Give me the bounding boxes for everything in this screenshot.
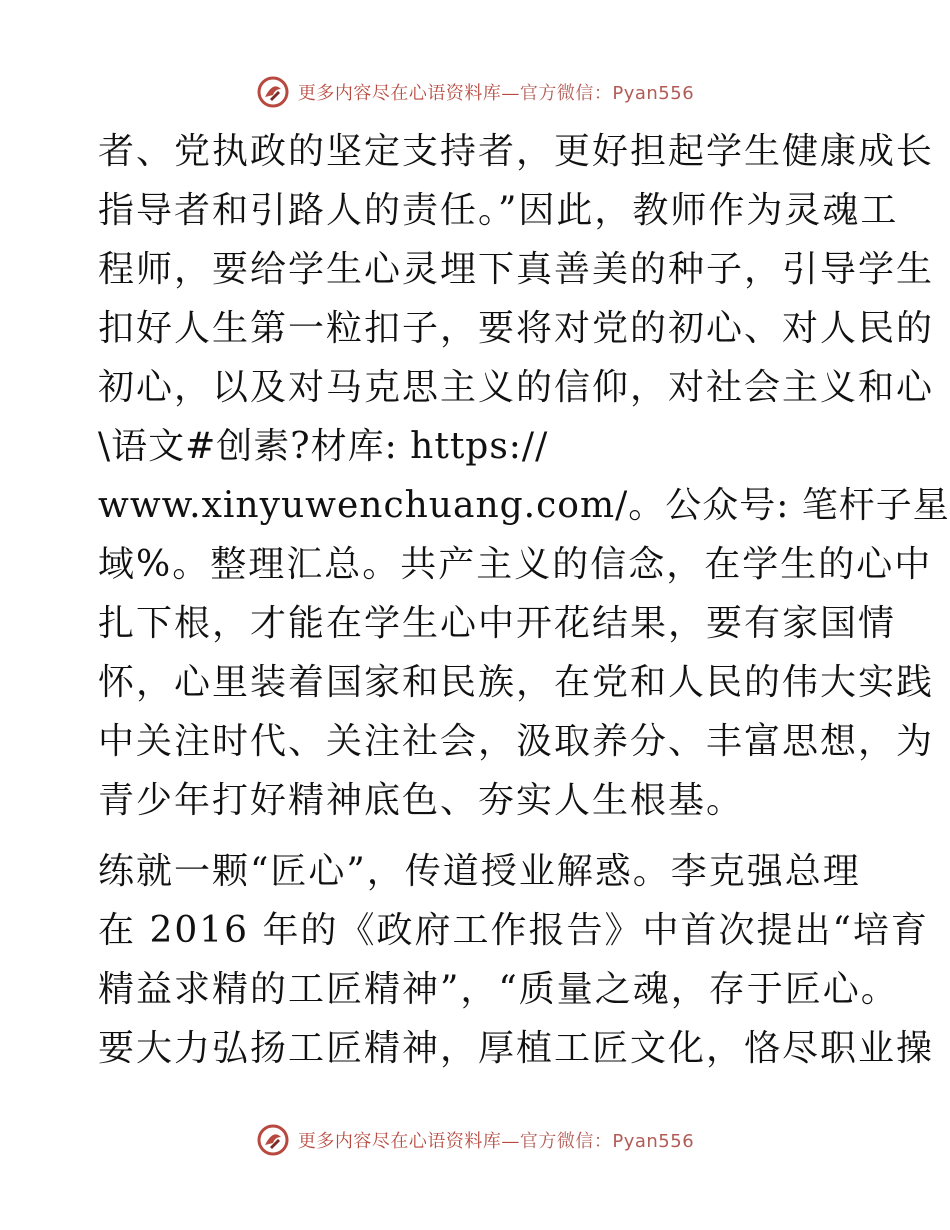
text-line: 中关注时代、关注社会，汲取养分、丰富思想，为 [98,721,935,762]
text-line: 域%。整理汇总。共产主义的信念，在学生的心中 [98,544,933,585]
text-line: 初心，以及对马克思主义的信仰，对社会主义和心 [98,367,935,408]
text-line: 指导者和引路人的责任。”因此，教师作为灵魂工 [98,190,899,231]
footer-banner-text [298,1127,694,1153]
page-header [0,70,950,114]
header-banner-text [298,79,694,105]
document-body [98,122,950,1078]
text-line: \语文#创素?材库: https:// [98,426,549,467]
paragraph-spacer [98,830,858,842]
text-line: 程师，要给学生心灵埋下真善美的种子，引导学生 [98,249,935,290]
footer-wechat-text: 官方微信：Pyan556 [519,1131,695,1152]
text-line: 精益求精的工匠精神”，“质量之魂，存于匠心。 [98,969,899,1010]
header-wechat-text: 官方微信：Pyan556 [519,83,695,104]
text-line: 怀，心里装着国家和民族，在党和人民的伟大实践 [98,662,935,703]
footer-site-text: 更多内容尽在心语资料库— [297,1131,520,1152]
text-line: 在 2016 年的《政府工作报告》中首次提出“培育 [98,910,929,951]
page-footer [0,1118,950,1162]
text-line: 练就一颗“匠心”，传道授业解惑。李克强总理 [98,851,861,892]
xinyu-logo-icon [256,75,290,109]
paragraph-1 [98,122,950,830]
header-site-text: 更多内容尽在心语资料库— [297,83,520,104]
text-line: www.xinyuwenchuang.com/。公众号: 笔杆子星 [98,485,950,526]
text-line: 要大力弘扬工匠精神，厚植工匠文化，恪尽职业操 [98,1028,935,1069]
paragraph-2 [98,842,935,1078]
text-line: 者、党执政的坚定支持者，更好担起学生健康成长 [98,131,935,172]
text-line: 扣好人生第一粒扣子，要将对党的初心、对人民的 [98,308,935,349]
text-line: 青少年打好精神底色、夯实人生根基。 [98,780,745,821]
text-line: 扎下根，才能在学生心中开花结果，要有家国情 [98,603,897,644]
xinyu-logo-icon [256,1123,290,1157]
